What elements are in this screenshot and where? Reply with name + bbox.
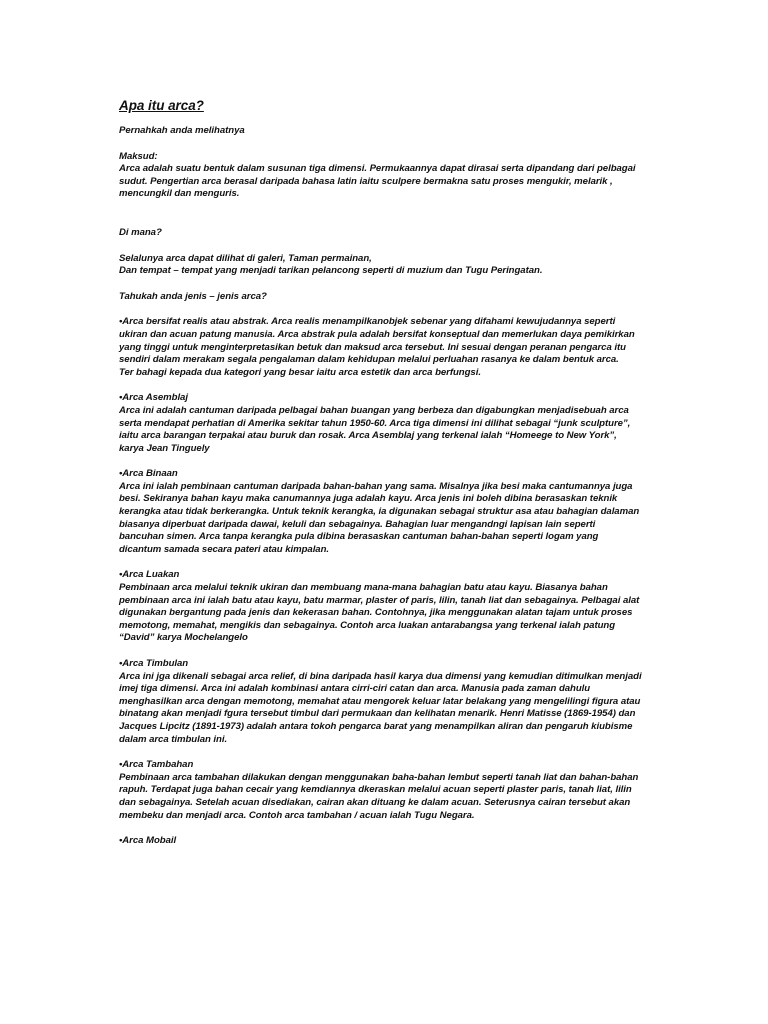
section-line: pembinaan arca ini ialah batu atau kayu, batu marmar, plaster of paris, lilin, tanah liat dan sebagainya. Pelbagai alat <box>119 594 640 606</box>
section-line: Ter bahagi kepada dua kategori yang besar iaitu arca estetik dan arca berfungsi. <box>119 366 481 378</box>
section-line: serta mendapat perhatian di Amerika sekitar tahun 1950-60. Arca tiga dimensi ini dilihat sebagai “junk sculpture”, <box>119 417 631 429</box>
section-line: imej tiga dimensi. Arca ini adalah kombinasi antara cirri-ciri catan dan arca. Manusia pada zaman dahulu <box>119 683 591 695</box>
maksud-line: mencungkil dan menguris. <box>119 188 240 200</box>
section-line: memotong, memahat, mengikis dan sebagainya. Contoh arca luakan antarabangsa yang terkenal ialah patung <box>119 619 616 631</box>
section-line: yang tinggi untuk menginterpretasikan betuk dan maksud arca tersebut. Ini sesuai dengan peranan pengarca itu <box>119 341 626 353</box>
question-text: Tahukah anda jenis – jenis arca? <box>119 290 267 302</box>
section-heading: •Arca Tambahan <box>119 759 194 771</box>
maksud-line: sudut. Pengertian arca berasal daripada bahasa latin iaitu sculpere bermakna satu proses mengukir, melarik , <box>119 175 613 187</box>
section-block <box>119 658 659 746</box>
dimana-line: Selalunya arca dapat dilihat di galeri, Taman permainan, <box>119 252 372 264</box>
section-line: karya Jean Tinguely <box>119 442 210 454</box>
document-body <box>119 97 659 848</box>
section-block <box>119 759 659 822</box>
section-block <box>119 468 659 556</box>
section-line: “David” karya Mochelangelo <box>119 632 248 644</box>
section-line: Arca ini ialah pembinaan cantuman daripada bahan-bahan yang sama. Misalnya jika besi maka cantumannya juga <box>119 480 633 492</box>
section-line: digunakan bergantung pada jenis dan kekerasan bahan. Contohnya, jika menggunakan alatan tajam untuk proses <box>119 607 633 619</box>
section-line: ukiran dan acuan patung manusia. Arca abstrak pula adalah bersifat konseptual dan memerlukan daya pemikirkan <box>119 328 635 340</box>
section-line: Jacques Lipcitz (1891-1973) adalah antara tokoh pengarca barat yang menampilkan aliran dan pengaruh kiubisme <box>119 720 633 732</box>
maksud-section <box>119 151 659 201</box>
maksud-line: Arca adalah suatu bentuk dalam susunan tiga dimensi. Permukaannya dapat dirasai serta dipandang dari pelbagai <box>119 163 636 175</box>
intro-text: Pernahkah anda melihatnya <box>119 125 245 136</box>
section-line: Arca ini jga dikenali sebagai arca relief, di bina daripada hasil karya dua dimensi yang kemudian ditimulkan menjadi <box>119 670 642 682</box>
dimana-line: Dan tempat – tempat yang menjadi tarikan pelancong seperti di muzium dan Tugu Peringatan. <box>119 265 543 277</box>
section-line: kerangka atau tidak berkerangka. Untuk teknik kerangka, ia digunakan sebagai struktur asa atau bahagian dalaman <box>119 506 640 518</box>
section-line: sendiri dalam merakam segala pengalaman dalam kehidupan melalui perluahan rasanya ke dalam bentuk arca. <box>119 354 619 366</box>
section-block <box>119 835 659 848</box>
section-line: dicantum samada secara pateri atau kimpalan. <box>119 543 330 555</box>
section-line: menghasilkan arca dengan memotong, memahat atau mengorek keluar latar belakang yang mengelilingi figura atau <box>119 695 641 707</box>
section-heading: •Arca bersifat realis atau abstrak. Arca realis menampilkanobjek sebenar yang difahami kewujudannya seperti <box>119 316 616 328</box>
maksud-heading: Maksud: <box>119 150 158 162</box>
section-line: bancuhan simen. Arca tanpa kerangka pula dibina berasaskan cantuman bahan-bahan seperti logam yang <box>119 531 599 543</box>
section-heading: •Arca Binaan <box>119 468 178 480</box>
section-heading: •Arca Timbulan <box>119 658 189 669</box>
section-line: Arca ini adalah cantuman daripada pelbagai bahan buangan yang berbeza dan digabungkan menjadisebuah arca <box>119 404 629 416</box>
section-line: iaitu arca barangan terpakai atau buruk dan rosak. Arca Asemblaj yang terkenal ialah “Homeege to New York”, <box>119 430 617 442</box>
dimana-section <box>119 227 659 278</box>
section-block <box>119 316 659 379</box>
section-line: rapuh. Terdapat juga bahan cecair yang kemdiannya dkeraskan melalui acuan seperti plaster paris, tanah liat, lilin <box>119 784 632 796</box>
section-block <box>119 392 659 455</box>
section-line: Pembinaan arca tambahan dilakukan dengan menggunakan baha-bahan lembut seperti tanah liat dan bahan-bahan <box>119 771 639 783</box>
sections-container <box>119 316 659 847</box>
section-line: dan sebagainya. Setelah acuan disediakan, cairan akan dituang ke dalam acuan. Seterusnya cairan tersebut akan <box>119 796 631 808</box>
section-line: binatang akan menjadi fgura tersebut timbul dari permukaan dan kelihatan menarik. Henri Matisse (1869-1954) dan <box>119 708 636 720</box>
section-heading: •Arca Asemblaj <box>119 392 188 404</box>
dimana-heading: Di mana? <box>119 226 162 238</box>
section-line: Pembinaan arca melalui teknik ukiran dan membuang mana-mana bahagian batu atau kayu. Biasanya bahan <box>119 582 608 594</box>
page-title: Apa itu arca? <box>119 98 204 113</box>
section-line: membeku dan menjadi arca. Contoh arca tambahan / acuan ialah Tugu Negara. <box>119 809 475 821</box>
section-block <box>119 569 659 645</box>
section-heading: •Arca Luakan <box>119 569 180 581</box>
section-line: besi. Sekiranya bahan kayu maka canumannya juga adalah kayu. Arca jenis ini boleh dibina berasaskan teknik <box>119 493 618 505</box>
section-line: biasanya diperbuat daripada dawai, keluli dan sebagainya. Bahagian luar mengandngi lapisan lain seperti <box>119 518 596 530</box>
section-line: dalam arca timbulan ini. <box>119 733 228 745</box>
section-heading: •Arca Mobail <box>119 835 177 847</box>
